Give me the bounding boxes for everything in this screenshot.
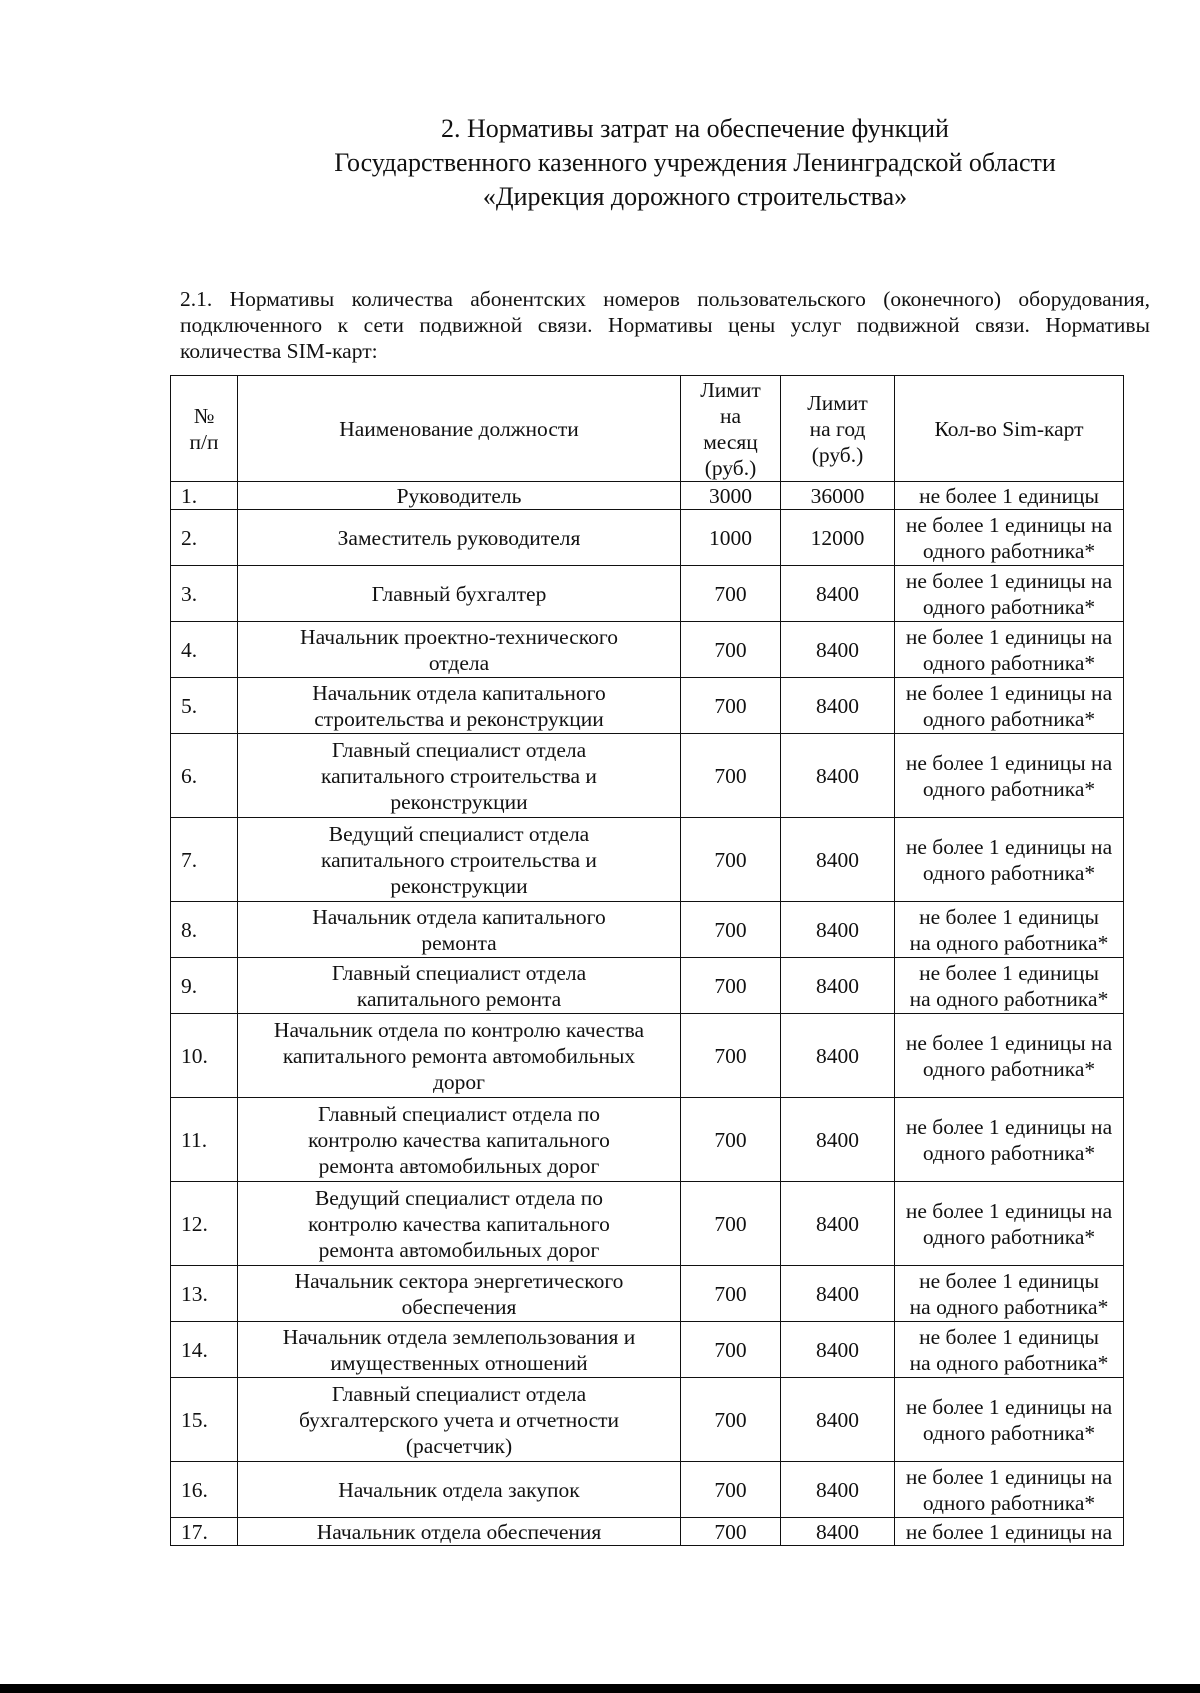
position-name: [238, 482, 681, 510]
header-year-line: Лимит: [807, 390, 868, 415]
position-name: [238, 1014, 681, 1098]
position-name-line: реконструкции: [390, 873, 528, 898]
sim-count-line: не более 1 единицы на: [905, 1114, 1113, 1139]
table-row: [171, 1462, 1124, 1518]
position-name-line: капитального строительства и: [321, 847, 597, 872]
sim-count-line: не более 1 единицы на: [905, 568, 1113, 593]
position-name-line: обеспечения: [401, 1294, 517, 1319]
yearly-limit: 8400: [781, 678, 895, 734]
sim-count-line: не более 1 единицы: [919, 960, 1099, 985]
sim-count-line: одного работника*: [922, 650, 1096, 675]
position-name-line: капитального строительства и: [321, 763, 597, 788]
table-row: [171, 622, 1124, 678]
sim-count-line: не более 1 единицы: [919, 1324, 1099, 1349]
monthly-limit: 700: [681, 1266, 781, 1322]
position-name: [238, 678, 681, 734]
sim-count-line: не более 1 единицы на: [905, 1464, 1113, 1489]
yearly-limit: 8400: [781, 818, 895, 902]
sim-count-line: не более 1 единицы на: [905, 1519, 1113, 1544]
sim-count-line: не более 1 единицы: [919, 904, 1099, 929]
row-number: 15.: [171, 1378, 238, 1462]
row-number: 8.: [171, 902, 238, 958]
norm-table: [170, 375, 1124, 1546]
position-name-line: капитального ремонта автомобильных: [282, 1043, 636, 1068]
header-month-line: месяц: [703, 429, 758, 454]
header-month: [681, 376, 781, 482]
row-number: 16.: [171, 1462, 238, 1518]
monthly-limit: 700: [681, 958, 781, 1014]
sim-count-line: не более 1 единицы на: [905, 1198, 1113, 1223]
monthly-limit: 700: [681, 1182, 781, 1266]
position-name: [238, 1098, 681, 1182]
monthly-limit: 700: [681, 678, 781, 734]
position-name: [238, 1518, 681, 1546]
sim-count: [895, 818, 1124, 902]
sim-count-line: одного работника*: [922, 538, 1096, 563]
row-number: 4.: [171, 622, 238, 678]
sim-count: [895, 1014, 1124, 1098]
sim-count: [895, 1462, 1124, 1518]
position-name: [238, 1462, 681, 1518]
position-name-line: ремонта автомобильных дорог: [318, 1237, 600, 1262]
sim-count-line: на одного работника*: [909, 930, 1109, 955]
header-num-line: №: [193, 403, 215, 428]
table-row: [171, 566, 1124, 622]
position-name: [238, 734, 681, 818]
yearly-limit: 8400: [781, 1098, 895, 1182]
sim-count: [895, 566, 1124, 622]
sim-count: [895, 1182, 1124, 1266]
yearly-limit: 8400: [781, 1378, 895, 1462]
table-row: [171, 1182, 1124, 1266]
position-name-line: имущественных отношений: [330, 1350, 588, 1375]
yearly-limit: 8400: [781, 1518, 895, 1546]
position-name-line: Начальник отдела землепользования и: [282, 1324, 636, 1349]
position-name: [238, 818, 681, 902]
position-name-line: капитального ремонта: [356, 986, 562, 1011]
table-row: [171, 1518, 1124, 1546]
sim-count-line: не более 1 единицы: [919, 1268, 1099, 1293]
title-line-1: 2. Нормативы затрат на обеспечение функций: [441, 114, 949, 143]
sim-count-line: не более 1 единицы на: [905, 624, 1113, 649]
monthly-limit: 700: [681, 818, 781, 902]
position-name-line: реконструкции: [390, 789, 528, 814]
monthly-limit: 700: [681, 1098, 781, 1182]
position-name-line: отдела: [428, 650, 490, 675]
monthly-limit: 700: [681, 566, 781, 622]
sim-count-line: на одного работника*: [909, 1350, 1109, 1375]
sim-count: [895, 1378, 1124, 1462]
monthly-limit: 700: [681, 1322, 781, 1378]
position-name-line: Главный специалист отдела: [331, 960, 587, 985]
header-month-line: (руб.): [704, 455, 757, 480]
sim-count: [895, 902, 1124, 958]
position-name-line: дорог: [432, 1069, 485, 1094]
monthly-limit: 700: [681, 1518, 781, 1546]
monthly-limit: 700: [681, 622, 781, 678]
sim-count-line: не более 1 единицы на: [905, 1030, 1113, 1055]
table-row: [171, 1378, 1124, 1462]
position-name-line: Начальник отдела обеспечения: [316, 1519, 602, 1544]
sim-count-line: одного работника*: [922, 860, 1096, 885]
position-name-line: Ведущий специалист отдела по: [314, 1185, 604, 1210]
yearly-limit: 8400: [781, 1014, 895, 1098]
position-name-line: Главный специалист отдела: [331, 737, 587, 762]
table-row: [171, 818, 1124, 902]
header-month-line: на: [719, 403, 742, 428]
monthly-limit: 3000: [681, 482, 781, 510]
position-name-line: (расчетчик): [405, 1433, 513, 1458]
header-num: [171, 376, 238, 482]
sim-count-line: одного работника*: [922, 1056, 1096, 1081]
yearly-limit: 8400: [781, 734, 895, 818]
position-name-line: Главный специалист отдела: [331, 1381, 587, 1406]
position-name-line: бухгалтерского учета и отчетности: [298, 1407, 620, 1432]
table-row: [171, 510, 1124, 566]
table-row: [171, 678, 1124, 734]
row-number: 5.: [171, 678, 238, 734]
position-name: [238, 1378, 681, 1462]
sim-count-line: не более 1 единицы на: [905, 680, 1113, 705]
position-name: [238, 1182, 681, 1266]
table-row: [171, 958, 1124, 1014]
position-name: [238, 958, 681, 1014]
row-number: 14.: [171, 1322, 238, 1378]
position-name-line: Главный бухгалтер: [371, 581, 547, 606]
row-number: 12.: [171, 1182, 238, 1266]
header-num-line: п/п: [189, 429, 219, 454]
scan-bottom-edge: [0, 1684, 1200, 1693]
position-name: [238, 510, 681, 566]
sim-count: [895, 734, 1124, 818]
header-sim: Кол-во Sim-карт: [895, 376, 1124, 482]
yearly-limit: 8400: [781, 958, 895, 1014]
table-row: [171, 1098, 1124, 1182]
sim-count-line: одного работника*: [922, 776, 1096, 801]
table-row: [171, 734, 1124, 818]
monthly-limit: 700: [681, 1014, 781, 1098]
table-row: [171, 1322, 1124, 1378]
row-number: 11.: [171, 1098, 238, 1182]
position-name-line: строительства и реконструкции: [314, 706, 604, 731]
position-name-line: Руководитель: [396, 483, 522, 508]
sim-count: [895, 1266, 1124, 1322]
table-body: [171, 482, 1124, 1546]
position-name-line: Начальник сектора энергетического: [294, 1268, 624, 1293]
position-name-line: контролю качества капитального: [308, 1211, 610, 1236]
position-name: [238, 1266, 681, 1322]
row-number: 1.: [171, 482, 238, 510]
page-title: [180, 112, 1200, 214]
table-row: [171, 902, 1124, 958]
sim-count: [895, 1322, 1124, 1378]
row-number: 9.: [171, 958, 238, 1014]
yearly-limit: 36000: [781, 482, 895, 510]
sim-count: [895, 482, 1124, 510]
position-name: [238, 566, 681, 622]
position-name-line: Начальник отдела капитального: [312, 680, 606, 705]
sim-count-line: не более 1 единицы: [919, 483, 1099, 508]
monthly-limit: 700: [681, 902, 781, 958]
sim-count-line: одного работника*: [922, 706, 1096, 731]
row-number: 7.: [171, 818, 238, 902]
header-year-line: (руб.): [811, 442, 864, 467]
sim-count-line: одного работника*: [922, 1224, 1096, 1249]
title-line-3: «Дирекция дорожного строительства»: [482, 182, 908, 211]
row-number: 2.: [171, 510, 238, 566]
sim-count-line: на одного работника*: [909, 986, 1109, 1011]
sim-count-line: не более 1 единицы на: [905, 1394, 1113, 1419]
table-header-row: [171, 376, 1124, 482]
row-number: 17.: [171, 1518, 238, 1546]
sim-count: [895, 622, 1124, 678]
position-name-line: контролю качества капитального: [308, 1127, 610, 1152]
sim-count-line: одного работника*: [922, 1140, 1096, 1165]
position-name-line: Заместитель руководителя: [337, 525, 581, 550]
position-name-line: ремонта: [421, 930, 497, 955]
yearly-limit: 8400: [781, 1266, 895, 1322]
position-name: [238, 622, 681, 678]
intro-paragraph: 2.1. Нормативы количества абонентских номеров пользовательского (оконечного) оборудования, подключенного к сети подвижной связи. Нормативы цены услуг подвижной связи. Нормативы количества SIM-карт:: [180, 286, 1150, 363]
table-row: [171, 482, 1124, 510]
position-name-line: Начальник отдела закупок: [338, 1477, 580, 1502]
monthly-limit: 700: [681, 1378, 781, 1462]
yearly-limit: 8400: [781, 1322, 895, 1378]
row-number: 13.: [171, 1266, 238, 1322]
sim-count-line: не более 1 единицы на: [905, 750, 1113, 775]
header-year-line: на год: [809, 416, 866, 441]
table-row: [171, 1014, 1124, 1098]
sim-count: [895, 678, 1124, 734]
position-name-line: Начальник отдела по контролю качества: [273, 1017, 645, 1042]
yearly-limit: 12000: [781, 510, 895, 566]
table-row: [171, 1266, 1124, 1322]
yearly-limit: 8400: [781, 566, 895, 622]
monthly-limit: 1000: [681, 510, 781, 566]
header-name: Наименование должности: [238, 376, 681, 482]
sim-count-line: не более 1 единицы на: [905, 834, 1113, 859]
position-name: [238, 1322, 681, 1378]
header-month-line: Лимит: [700, 377, 761, 402]
sim-count-line: на одного работника*: [909, 1294, 1109, 1319]
position-name-line: Начальник проектно-технического: [300, 624, 618, 649]
row-number: 6.: [171, 734, 238, 818]
yearly-limit: 8400: [781, 1462, 895, 1518]
position-name-line: Начальник отдела капитального: [312, 904, 606, 929]
position-name-line: ремонта автомобильных дорог: [318, 1153, 600, 1178]
sim-count: [895, 1518, 1124, 1546]
sim-count: [895, 958, 1124, 1014]
yearly-limit: 8400: [781, 622, 895, 678]
title-line-2: Государственного казенного учреждения Ленинградской области: [334, 148, 1056, 177]
sim-count: [895, 510, 1124, 566]
position-name-line: Ведущий специалист отдела: [328, 821, 590, 846]
row-number: 10.: [171, 1014, 238, 1098]
position-name-line: Главный специалист отдела по: [318, 1101, 600, 1126]
yearly-limit: 8400: [781, 902, 895, 958]
position-name: [238, 902, 681, 958]
header-year: [781, 376, 895, 482]
yearly-limit: 8400: [781, 1182, 895, 1266]
sim-count-line: одного работника*: [922, 1420, 1096, 1445]
sim-count: [895, 1098, 1124, 1182]
row-number: 3.: [171, 566, 238, 622]
monthly-limit: 700: [681, 1462, 781, 1518]
sim-count-line: не более 1 единицы на: [905, 512, 1113, 537]
sim-count-line: одного работника*: [922, 1490, 1096, 1515]
monthly-limit: 700: [681, 734, 781, 818]
sim-count-line: одного работника*: [922, 594, 1096, 619]
